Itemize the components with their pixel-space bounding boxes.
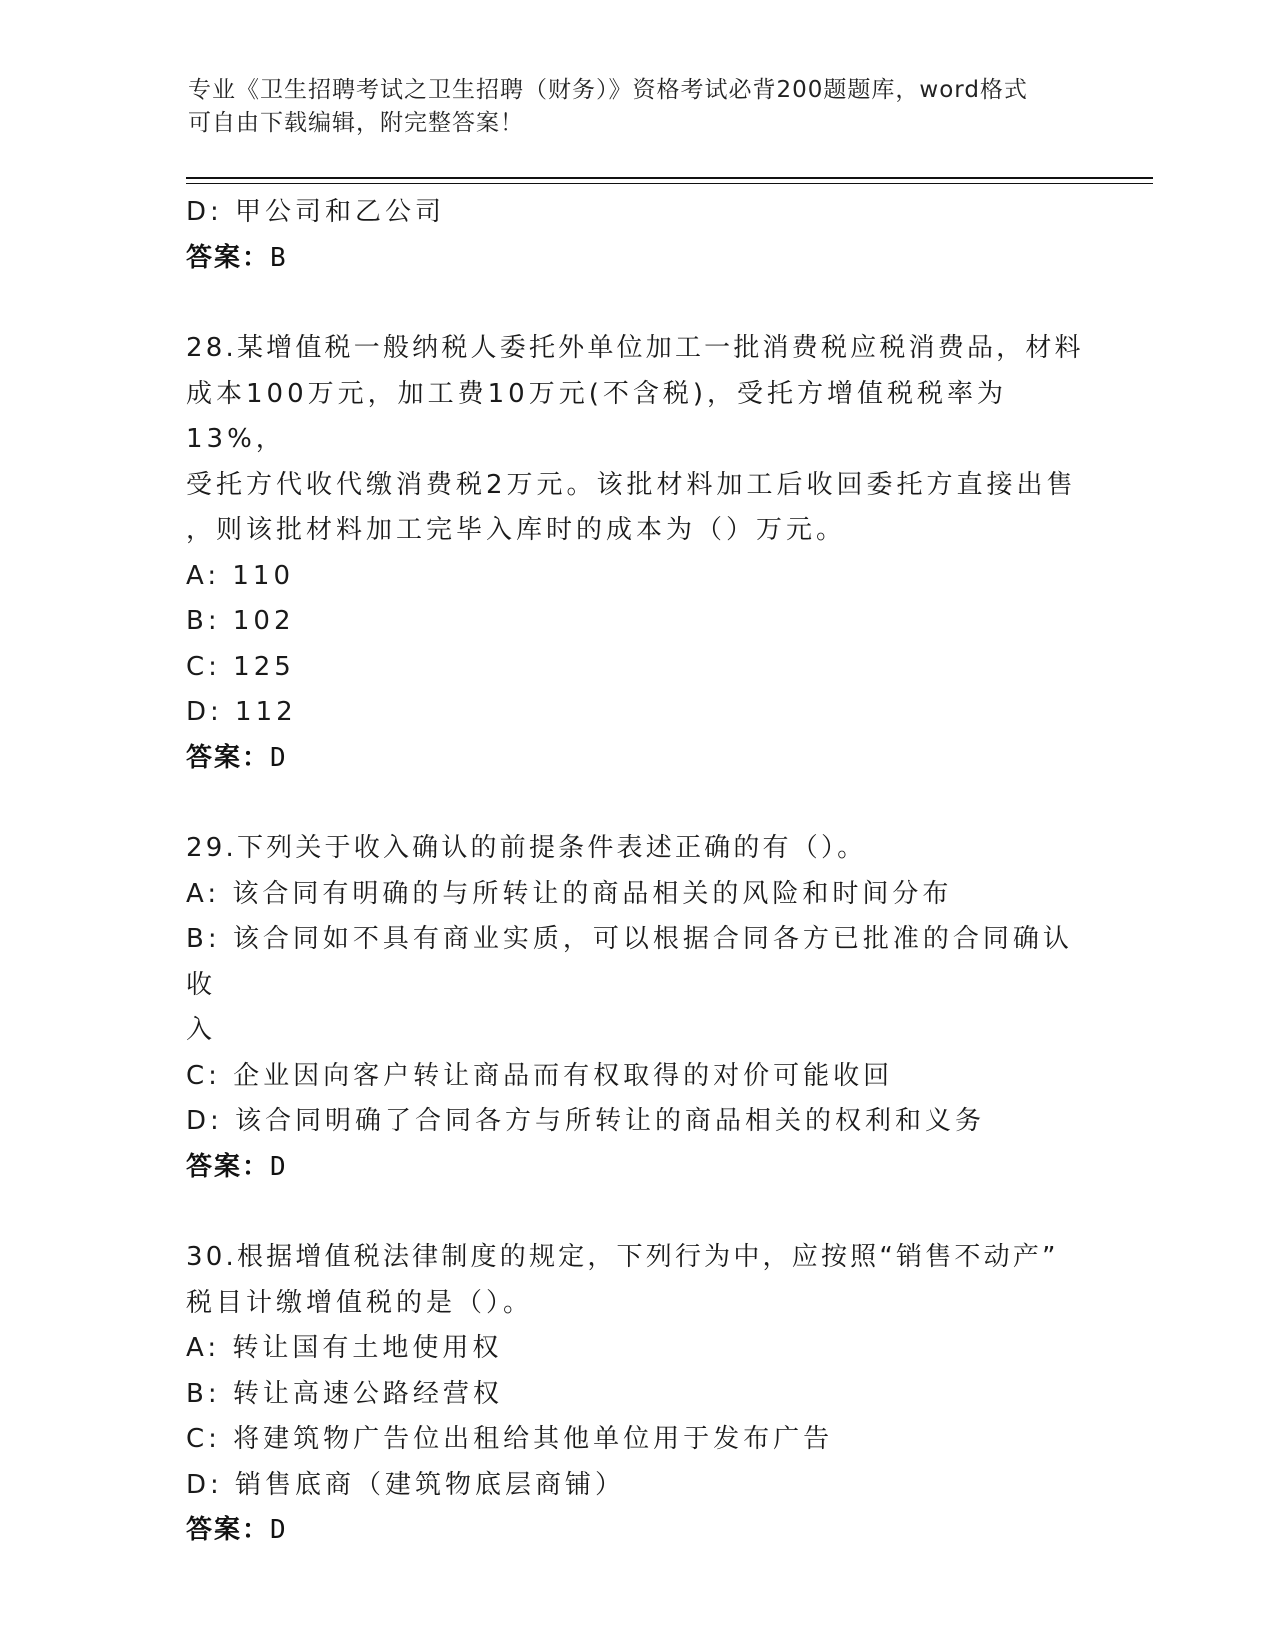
option-b-continued: 入 <box>186 1015 217 1045</box>
question-30 <box>186 1235 1086 1554</box>
option-b: B: 102 <box>186 606 295 636</box>
question-28 <box>186 326 1086 781</box>
header-rule-thick <box>186 177 1153 179</box>
question-27-tail <box>186 190 1086 281</box>
answer-value: D <box>270 742 288 773</box>
question-stem-line: 受托方代收代缴消费税2万元。该批材料加工后收回委托方直接出售 <box>186 469 1077 500</box>
option-d: D: 甲公司和乙公司 <box>186 197 446 227</box>
option-d: D: 销售底商（建筑物底层商铺） <box>186 1469 626 1500</box>
answer-line <box>186 1508 1086 1554</box>
question-stem-line: 29.下列关于收入确认的前提条件表述正确的有（）。 <box>186 833 867 863</box>
answer-value: D <box>270 1151 288 1182</box>
header-rule-thin <box>186 183 1153 184</box>
option-d: D: 该合同明确了合同各方与所转让的商品相关的权利和义务 <box>186 1106 986 1136</box>
spacer <box>186 1190 1086 1235</box>
option-d: D: 112 <box>186 697 297 727</box>
question-stem-line: 税目计缴增值税的是（）。 <box>186 1287 534 1318</box>
option-b: B: 该合同如不具有商业实质，可以根据合同各方已批准的合同确认收 <box>186 924 1073 1000</box>
answer-value: B <box>270 242 288 273</box>
option-a: A: 该合同有明确的与所转让的商品相关的风险和时间分布 <box>186 878 953 909</box>
document-body <box>186 190 1086 1554</box>
option-b: B: 转让高速公路经营权 <box>186 1378 503 1409</box>
answer-label: 答案： <box>186 1151 271 1182</box>
header-title-line-1: 专业《卫生招聘考试之卫生招聘（财务）》资格考试必背200题题库，word格式 <box>188 77 1028 103</box>
answer-label: 答案： <box>186 1515 271 1545</box>
option-c: C: 企业因向客户转让商品而有权取得的对价可能收回 <box>186 1060 894 1091</box>
option-a: A: 110 <box>186 560 294 591</box>
answer-line <box>186 736 1086 782</box>
option-c: C: 将建筑物广告位出租给其他单位用于发布广告 <box>186 1424 834 1454</box>
option-c: C: 125 <box>186 651 295 682</box>
question-stem-line: 成本100万元，加工费10万元(不含税)，受托方增值税税率为13%， <box>186 378 1007 454</box>
spacer <box>186 781 1086 826</box>
question-stem-line: 28.某增值税一般纳税人委托外单位加工一批消费税应税消费品，材料 <box>186 333 1084 363</box>
question-stem-line: ，则该批材料加工完毕入库时的成本为（）万元。 <box>186 515 847 545</box>
answer-line <box>186 236 1086 282</box>
answer-label: 答案： <box>186 242 271 273</box>
answer-label: 答案： <box>186 742 271 773</box>
option-a: A: 转让国有土地使用权 <box>186 1333 503 1363</box>
document-header <box>188 74 1088 140</box>
question-29 <box>186 826 1086 1190</box>
answer-value: D <box>270 1515 288 1545</box>
header-title-line-2: 可自由下载编辑，附完整答案！ <box>188 110 524 136</box>
question-stem-line: 30.根据增值税法律制度的规定，下列行为中，应按照“销售不动产” <box>186 1242 1059 1272</box>
answer-line <box>186 1145 1086 1191</box>
spacer <box>186 281 1086 326</box>
